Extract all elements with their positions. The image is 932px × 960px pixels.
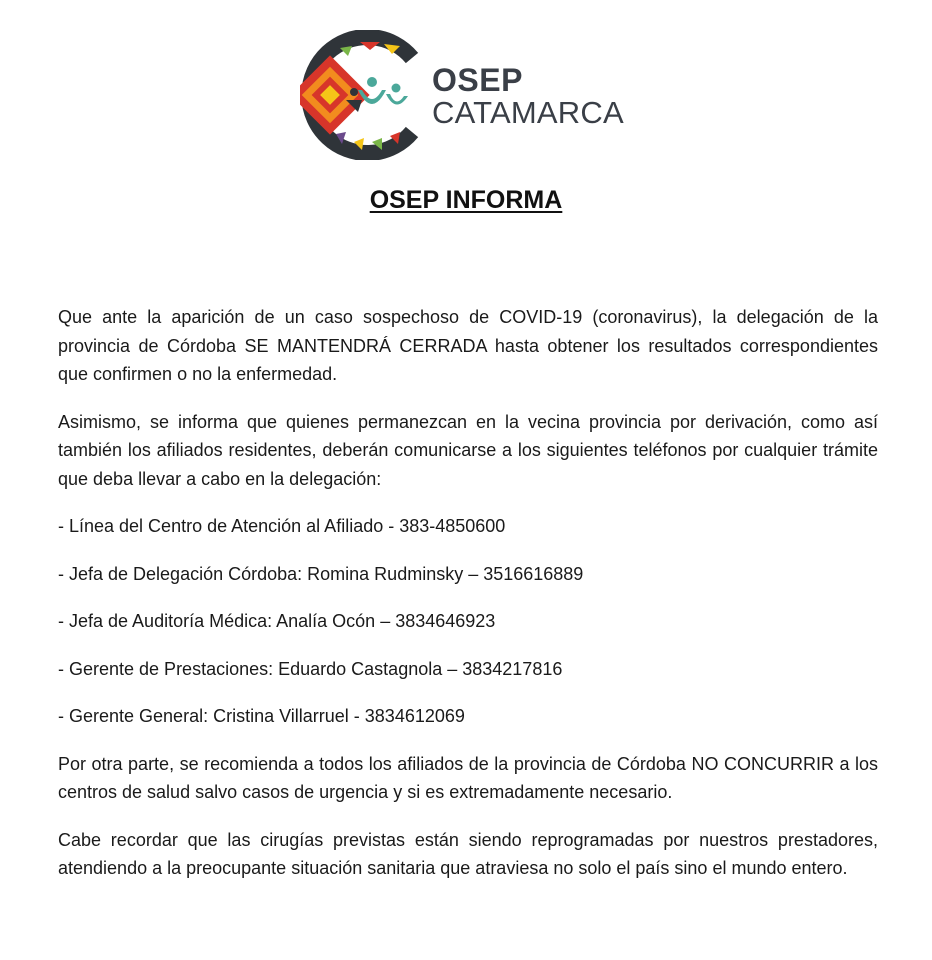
document-body xyxy=(58,303,878,902)
contact-item: - Línea del Centro de Atención al Afiliado - 383-4850600 xyxy=(58,516,506,536)
contact-item: - Gerente General: Cristina Villarruel - 3834612069 xyxy=(58,706,465,726)
logo-catamarca-text: CATAMARCA xyxy=(432,95,624,130)
document-heading: OSEP INFORMA xyxy=(369,186,563,214)
paragraph-closure-notice: Que ante la aparición de un caso sospechoso de COVID-19 (coronavirus), la delegación de la provincia de Córdoba SE MANTENDRÁ CERRADA hasta obtener los resultados correspondientes que confirmen o no la enfermedad. xyxy=(58,307,878,384)
osep-catamarca-logo xyxy=(300,30,640,160)
logo-emblem-icon xyxy=(300,30,432,160)
paragraph-contact-intro: Asimismo, se informa que quienes permanezcan en la vecina provincia por derivación, como así también los afiliados residentes, deberán comunicarse a los siguientes teléfonos por cualquier trámite que deba llevar a cabo en la delegación: xyxy=(58,411,878,489)
paragraph-recommendation: Por otra parte, se recomienda a todos los afiliados de la provincia de Córdoba NO CONCURRIR a los centros de salud salvo casos de urgencia y si es extremadamente necesario. xyxy=(58,753,878,802)
logo-osep-text: OSEP xyxy=(432,62,523,98)
paragraph-surgeries: Cabe recordar que las cirugías previstas están siendo reprogramadas por nuestros prestadores, atendiendo a la preocupante situación sanitaria que atraviesa no solo el país sino el mundo entero. xyxy=(58,829,878,878)
contact-item: - Jefa de Delegación Córdoba: Romina Rudminsky – 3516616889 xyxy=(58,563,584,584)
contact-item: - Jefa de Auditoría Médica: Analía Ocón – 3834646923 xyxy=(58,611,496,631)
contact-item: - Gerente de Prestaciones: Eduardo Castagnola – 3834217816 xyxy=(58,658,563,679)
logo-wordmark xyxy=(432,64,624,128)
